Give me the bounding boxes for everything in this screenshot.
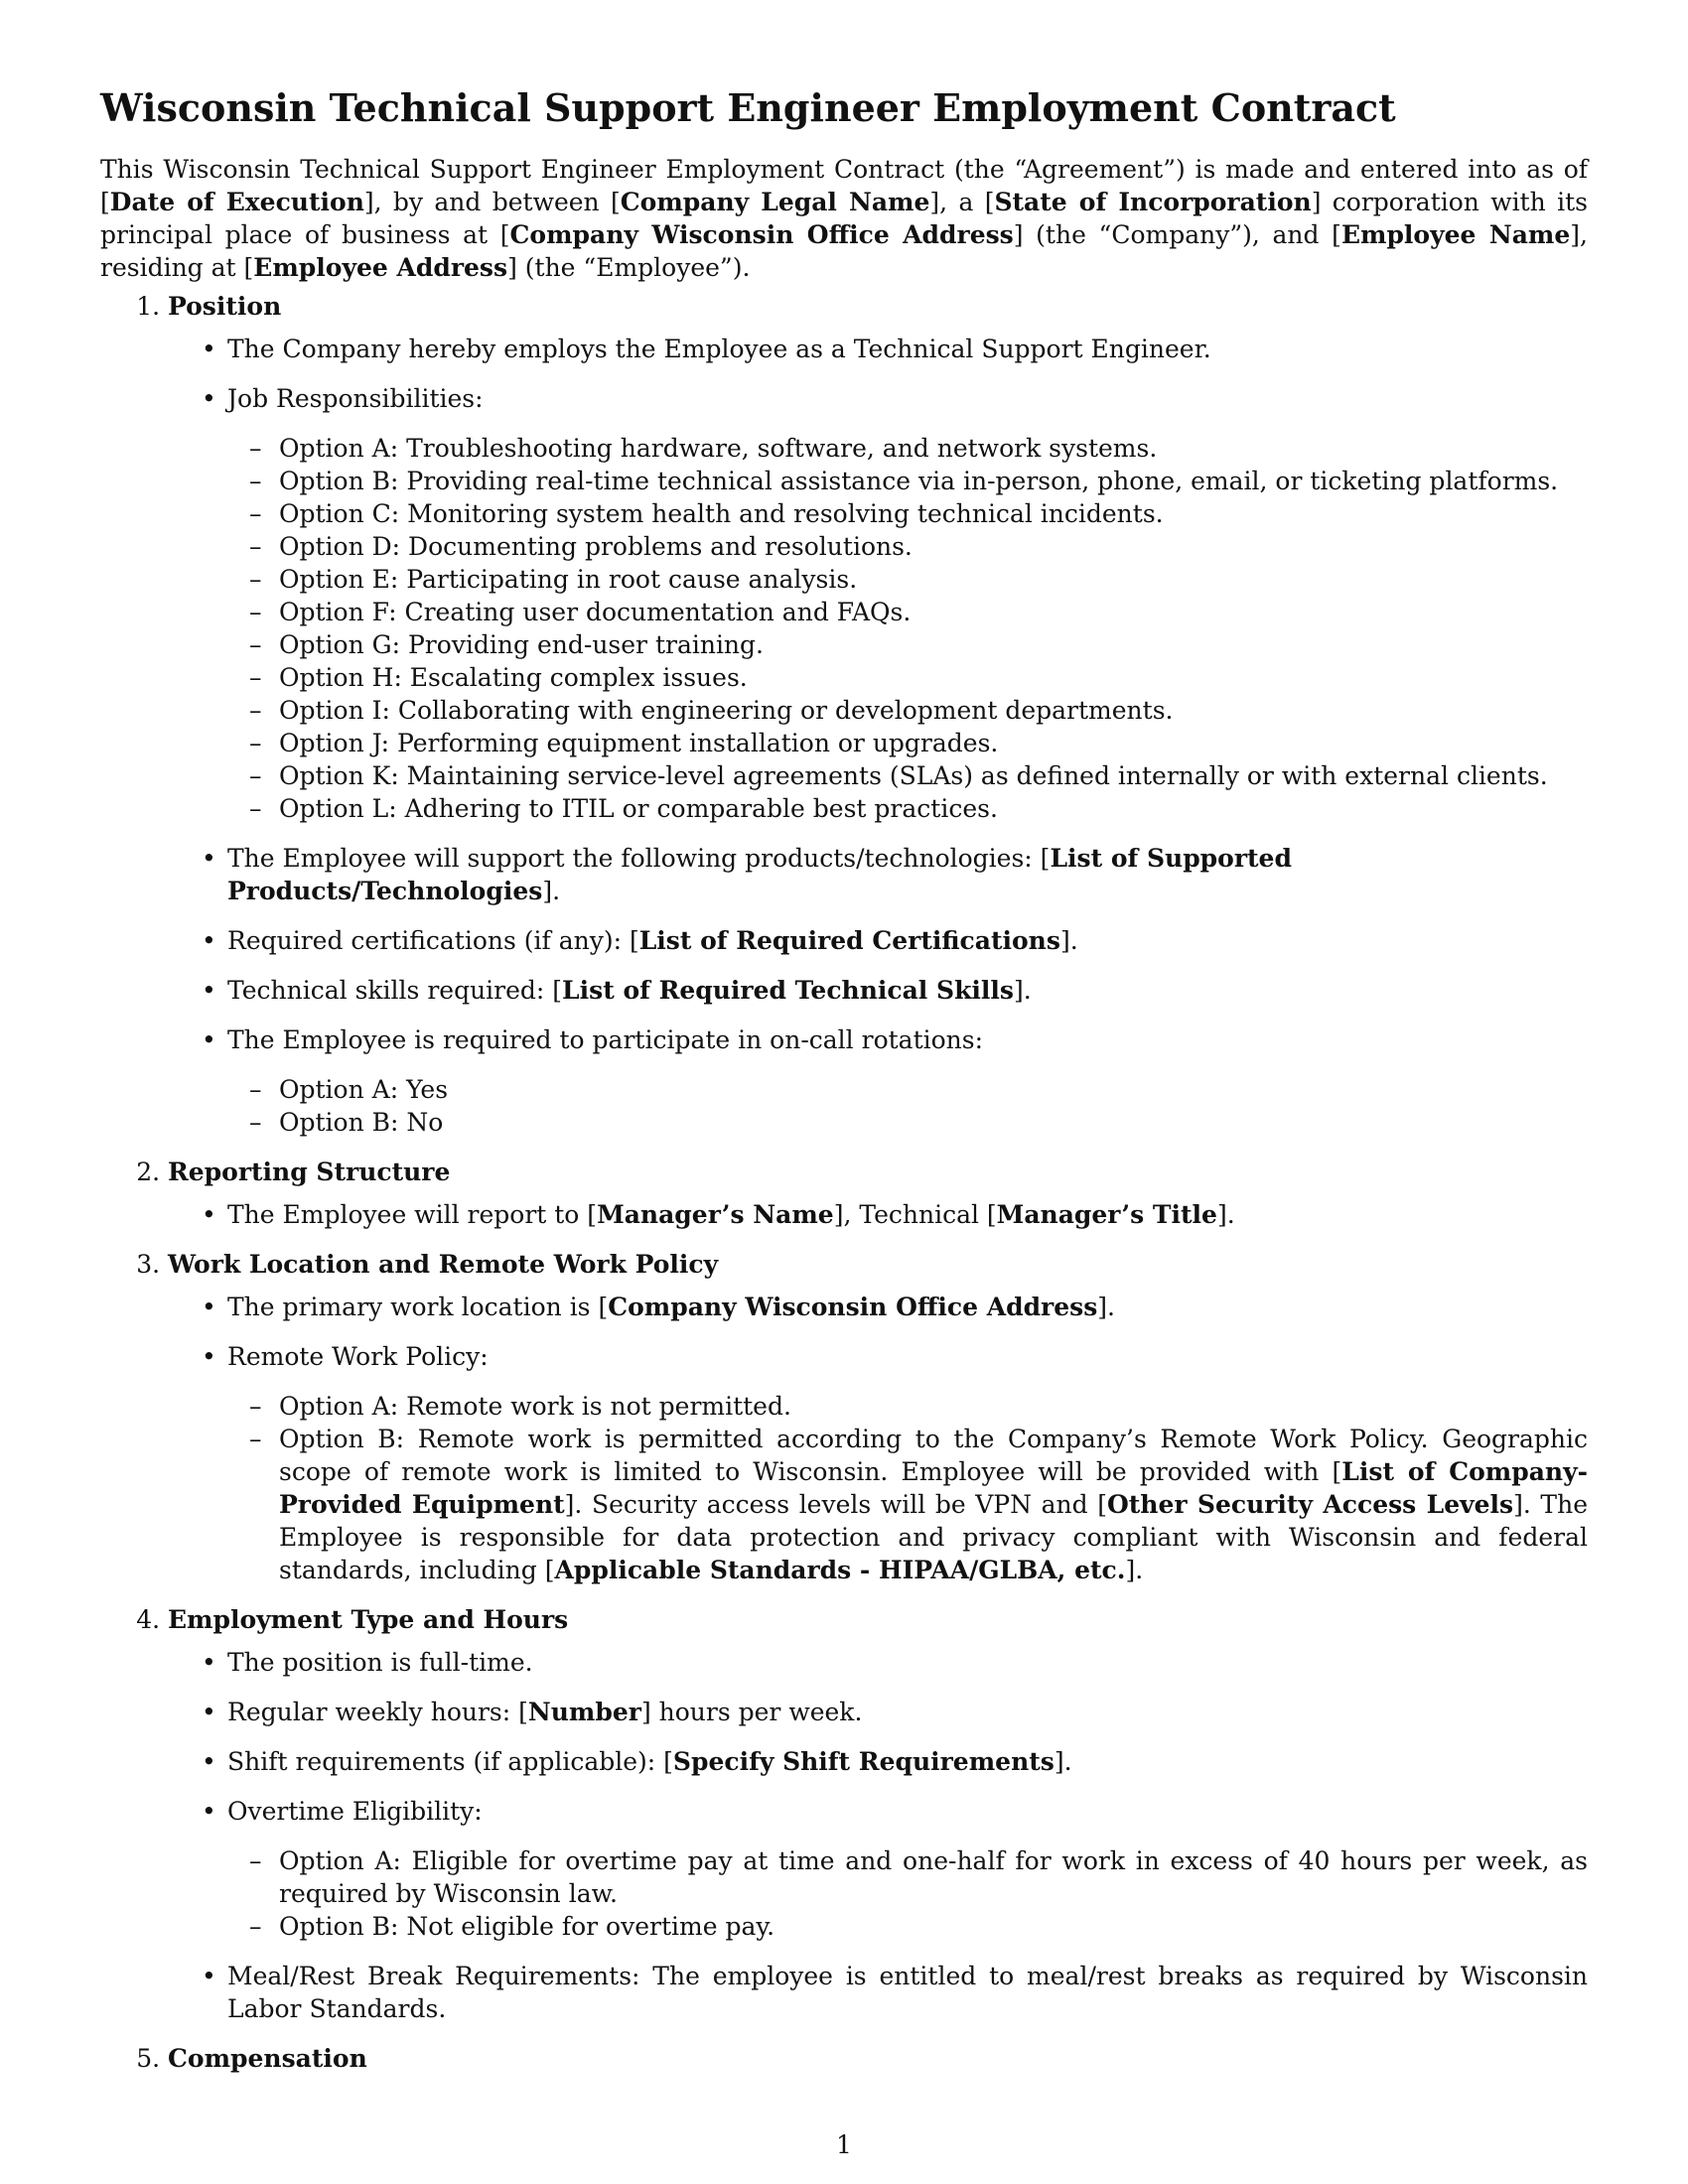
- section-position: [168, 290, 1588, 1139]
- section-work-location: [168, 1248, 1588, 1586]
- list-item: • Technical skills required: [List of Required Technical Skills].: [227, 974, 1588, 1007]
- responsibility-option: – Option D: Documenting problems and resolutions.: [279, 530, 1588, 563]
- responsibility-option: – Option F: Creating user documentation and FAQs.: [279, 596, 1588, 628]
- placeholder-state-of-incorporation: State of Incorporation: [994, 188, 1312, 216]
- responsibility-option: – Option C: Monitoring system health and resolving technical incidents.: [279, 497, 1588, 530]
- list-item: • Meal/Rest Break Requirements: The employee is entitled to meal/rest breaks as required by Wisconsin Labor Standards.: [227, 1960, 1588, 2025]
- section-reporting-structure: [168, 1156, 1588, 1231]
- placeholder-employee-address: Employee Address: [253, 253, 508, 282]
- document-title: Wisconsin Technical Support Engineer Employment Contract: [100, 85, 1396, 130]
- placeholder-company-address: Company Wisconsin Office Address: [509, 220, 1014, 249]
- responsibility-option: – Option K: Maintaining service-level agreements (SLAs) as defined internally or with external clients.: [279, 759, 1588, 792]
- section-compensation: [168, 2042, 1588, 2075]
- oncall-option-a: – Option A: Yes: [279, 1073, 1588, 1106]
- placeholder-shift-requirements: Specify Shift Requirements: [672, 1747, 1055, 1776]
- list-item: • Overtime Eligibility: – Option A: Eligible for overtime pay at time and one-half for work in excess of 40 hours per week, as required by Wisconsin law. – Option B: Not eligible for overtime pay.: [227, 1795, 1588, 1943]
- remote-option-b: – Option B: Remote work is permitted according to the Company’s Remote Work Policy. Geographic scope of remote work is limited to Wisconsin. Employee will be provided with [List of Company-Provided Equipment]. Security access levels will be VPN and [Other Security Access Levels]. The Employee is responsible for data protection and privacy compliant with Wisconsin and federal standards, including [Applicable Standards - HIPAA/GLBA, etc.].: [279, 1423, 1588, 1586]
- list-item: • Remote Work Policy: – Option A: Remote work is not permitted. – Option B: Remote work is permitted according to the Company’s Remote Work Policy. Geographic scope of remote work is limited to Wisconsin. Employee will be provided with [List of Company-Provided Equipment]. Security access levels will be VPN and [Other Security Access Levels]. The Employee is responsible for data protection and privacy compliant with Wisconsin and federal standards, including [Applicable Standards - HIPAA/GLBA, etc.].: [227, 1340, 1588, 1586]
- placeholder-technical-skills: List of Required Technical Skills: [562, 976, 1014, 1005]
- oncall-option-b: – Option B: No: [279, 1106, 1588, 1139]
- document-page: [100, 85, 1588, 2085]
- overtime-options: [227, 1844, 1588, 1943]
- list-item: • Regular weekly hours: [Number] hours per week.: [227, 1696, 1588, 1728]
- responsibility-option: – Option E: Participating in root cause analysis.: [279, 563, 1588, 596]
- sections-list: [100, 290, 1588, 2075]
- overtime-option-a: – Option A: Eligible for overtime pay at time and one-half for work in excess of 40 hours per week, as required by Wisconsin law.: [279, 1844, 1588, 1910]
- section-title: 5. Compensation: [168, 2044, 367, 2073]
- responsibilities-list: [227, 432, 1588, 825]
- responsibility-option: – Option A: Troubleshooting hardware, software, and network systems.: [279, 432, 1588, 465]
- oncall-options: [227, 1073, 1588, 1139]
- responsibility-option: – Option L: Adhering to ITIL or comparable best practices.: [279, 792, 1588, 825]
- section-title: 2. Reporting Structure: [168, 1158, 451, 1186]
- placeholder-security-levels: Other Security Access Levels: [1106, 1490, 1514, 1519]
- overtime-option-b: – Option B: Not eligible for overtime pay.: [279, 1910, 1588, 1943]
- placeholder-company-legal-name: Company Legal Name: [620, 188, 930, 216]
- list-item: • The Employee is required to participate in on-call rotations: – Option A: Yes – Option B: No: [227, 1024, 1588, 1139]
- responsibility-option: – Option B: Providing real-time technical assistance via in-person, phone, email, or ticketing platforms.: [279, 465, 1588, 497]
- placeholder-equipment: List of Company-Provided Equipment: [279, 1457, 1588, 1519]
- list-item: • The Employee will support the following products/technologies: [List of Supported Products/Technologies].: [227, 842, 1588, 907]
- placeholder-employee-name: Employee Name: [1340, 220, 1571, 249]
- placeholder-manager-name: Manager’s Name: [597, 1200, 834, 1229]
- list-item: • The Employee will report to [Manager’s Name], Technical [Manager’s Title].: [227, 1198, 1588, 1231]
- list-item: • The primary work location is [Company Wisconsin Office Address].: [227, 1291, 1588, 1323]
- responsibility-option: – Option H: Escalating complex issues.: [279, 661, 1588, 694]
- placeholder-date-of-execution: Date of Execution: [109, 188, 364, 216]
- placeholder-office-address: Company Wisconsin Office Address: [608, 1293, 1098, 1321]
- responsibility-option: – Option I: Collaborating with engineering or development departments.: [279, 694, 1588, 727]
- responsibility-option: – Option J: Performing equipment installation or upgrades.: [279, 727, 1588, 759]
- page-number: 1: [836, 2130, 852, 2159]
- placeholder-supported-products: List of Supported Products/Technologies: [227, 844, 1292, 905]
- remote-option-a: – Option A: Remote work is not permitted.: [279, 1390, 1588, 1423]
- section-title: 3. Work Location and Remote Work Policy: [168, 1250, 719, 1279]
- remote-options: [227, 1390, 1588, 1586]
- placeholder-applicable-standards: Applicable Standards - HIPAA/GLBA, etc.: [554, 1556, 1126, 1584]
- section-employment-type: [168, 1603, 1588, 2025]
- list-item: • The Company hereby employs the Employee as a Technical Support Engineer.: [227, 333, 1588, 365]
- placeholder-number: Number: [527, 1698, 641, 1726]
- placeholder-required-certifications: List of Required Certifications: [638, 926, 1060, 955]
- intro-paragraph: This Wisconsin Technical Support Engineer Employment Contract (the “Agreement”) is made and entered into as of [Date of Execution], by and between [Company Legal Name], a [State of Incorporation] corporation with its principal place of business at [Company Wisconsin Office Address] (the “Company”), and [Employee Name], residing at [Employee Address] (the “Employee”).: [100, 155, 1588, 282]
- list-item: • Required certifications (if any): [List of Required Certifications].: [227, 924, 1588, 957]
- placeholder-manager-title: Manager’s Title: [996, 1200, 1217, 1229]
- list-item: • The position is full-time.: [227, 1646, 1588, 1679]
- list-item: • Shift requirements (if applicable): [Specify Shift Requirements].: [227, 1745, 1588, 1778]
- list-item: • Job Responsibilities: – Option A: Troubleshooting hardware, software, and network systems. – Option B: Providing real-time technical assistance via in-person, phone, email, or ticketing platforms. – Option C: Monitoring system health and resolving technical incidents. – Option D: Documenting problems and resolutions. – Option E: Participating in root cause analysis. – Option F: Creating user documentation and FAQs. – Option G: Providing end-user training. – Option H: Escalating complex issues. – Option I: Collaborating with engineering or development departments. – Option J: Performing equipment installation or upgrades. – Option K: Maintaining service-level agreements (SLAs) as defined internally or with external clients. – Option L: Adhering to ITIL or comparable best practices.: [227, 382, 1588, 825]
- section-title: 1. Position: [168, 292, 282, 321]
- section-title: 4. Employment Type and Hours: [168, 1605, 569, 1634]
- responsibility-option: – Option G: Providing end-user training.: [279, 628, 1588, 661]
